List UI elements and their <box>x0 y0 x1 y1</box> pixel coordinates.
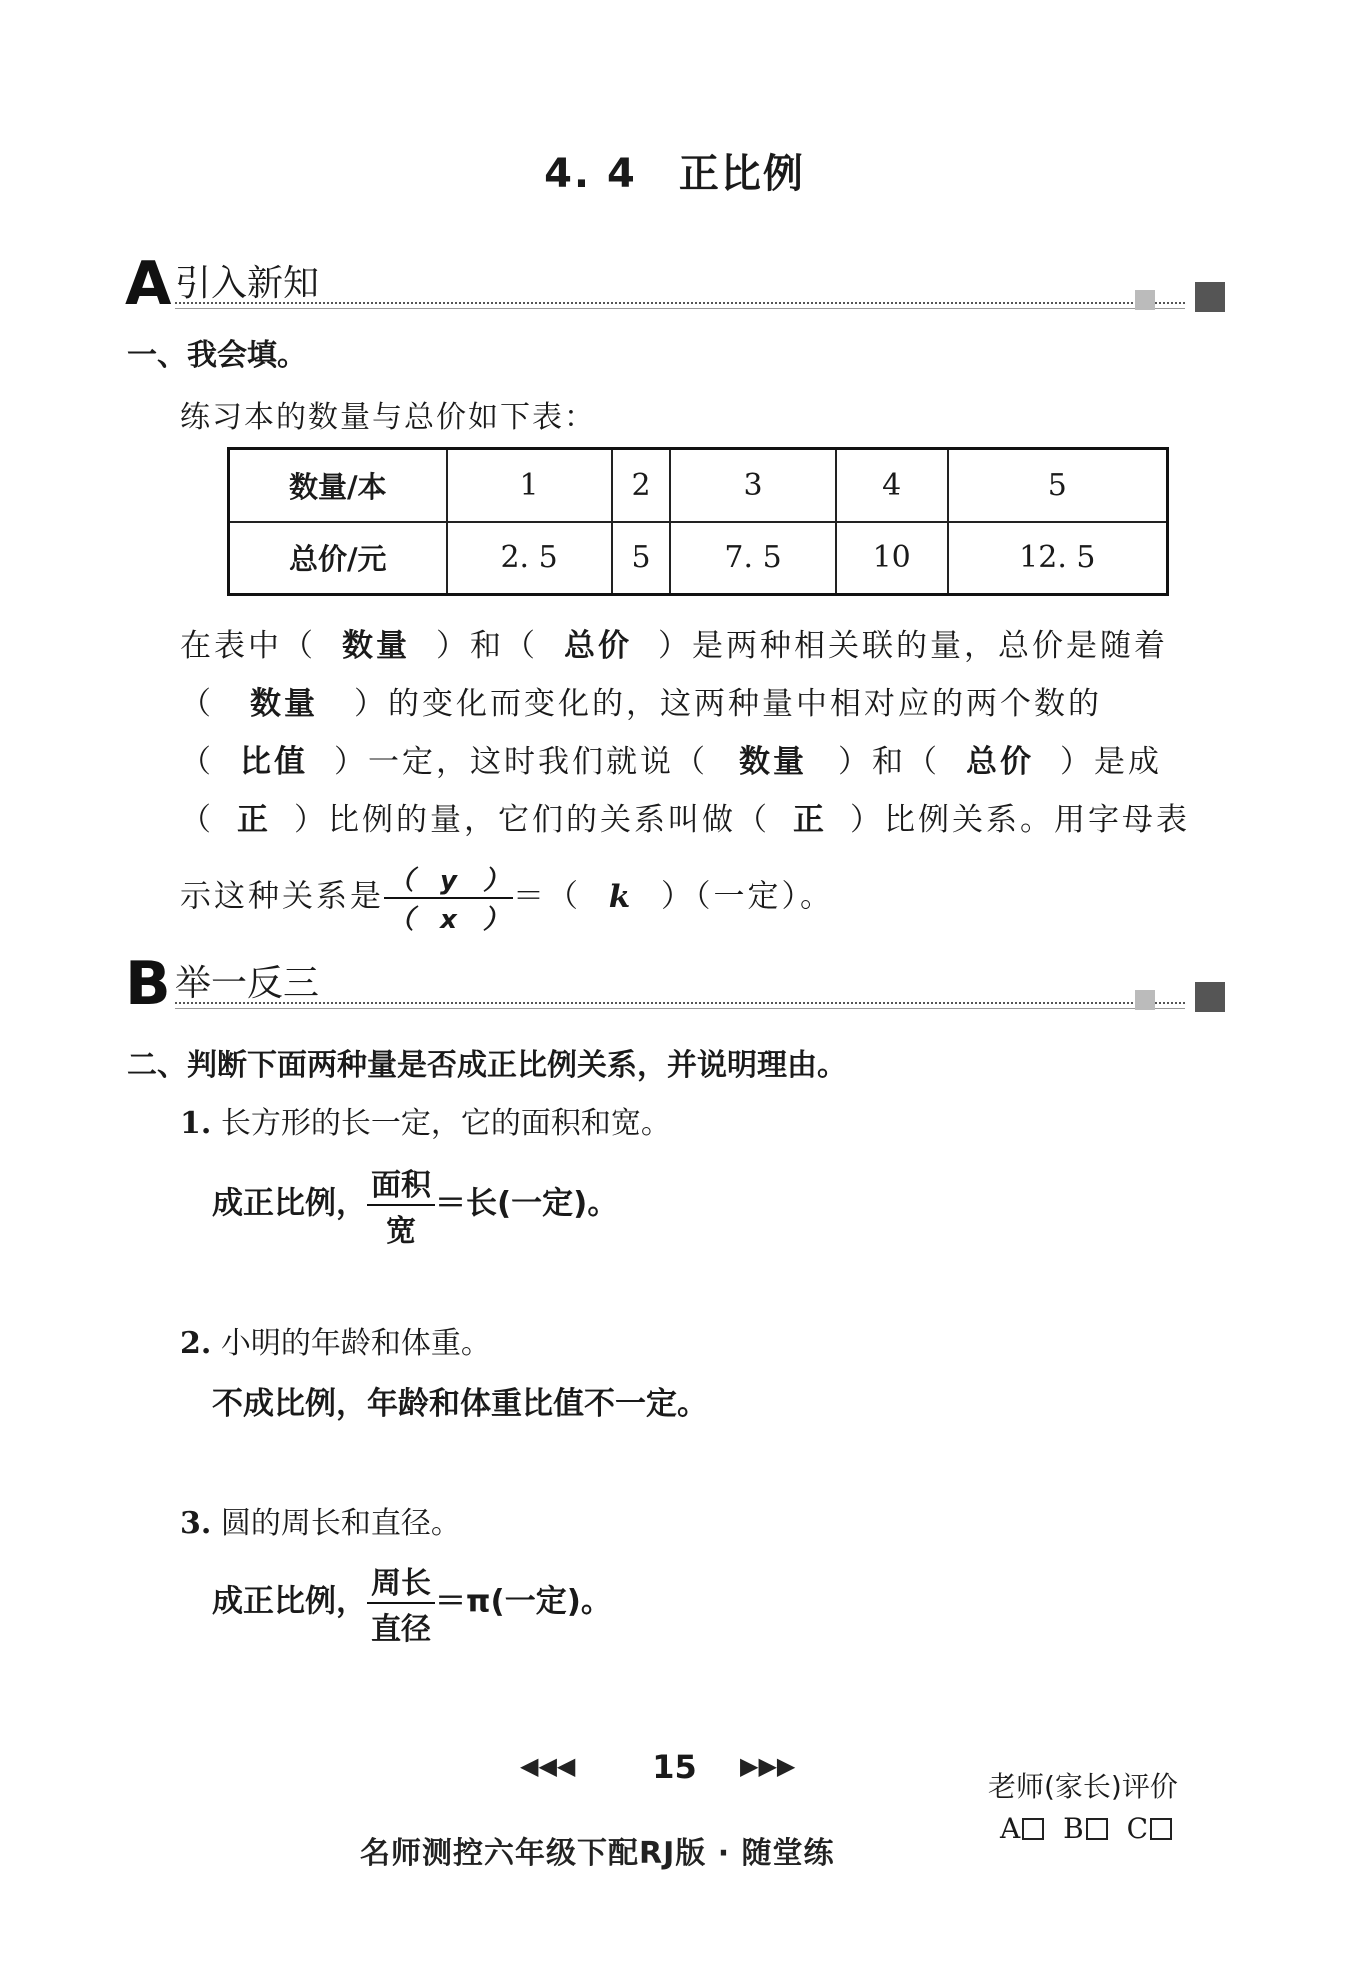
text: （ <box>180 686 214 722</box>
fraction-circumference-over-diameter <box>367 1558 435 1648</box>
q1-intro: 练习本的数量与总价如下表： <box>180 400 596 435</box>
nav-right-arrows-icon: ▶▶▶ <box>740 1752 796 1780</box>
table-cell: 1 <box>447 449 612 522</box>
eval-option-b: B <box>1063 1812 1084 1845</box>
text: ）的变化而变化的，这两种量中相对应的两个数的 <box>354 686 1102 722</box>
fraction-numerator: 面积 <box>367 1160 435 1206</box>
item-text: 圆的周长和直径。 <box>220 1506 461 1541</box>
fraction-area-over-width <box>367 1160 435 1250</box>
table-cell: 3 <box>670 449 835 522</box>
text: ）和（ <box>436 628 538 664</box>
item-number: 2. <box>180 1326 212 1361</box>
answer-blank: 数量 <box>342 628 410 664</box>
table-cell: 2 <box>612 449 671 522</box>
fraction-numerator: 周长 <box>367 1558 435 1604</box>
q2-item-1 <box>180 1098 671 1142</box>
q1-line-2 <box>180 678 1102 723</box>
q1-line-3 <box>180 736 1162 781</box>
item-number: 3. <box>180 1506 212 1541</box>
section-b-divider <box>175 1002 1185 1004</box>
q1-line-5 <box>180 860 834 936</box>
text: ）和（ <box>838 744 940 780</box>
text: ）是成 <box>1060 744 1162 780</box>
nav-left-arrows-icon: ◀◀◀ <box>520 1752 576 1780</box>
item-text: 小明的年龄和体重。 <box>220 1326 491 1361</box>
fraction-denominator: （ x ） <box>388 905 509 935</box>
q2-item-3 <box>180 1498 461 1542</box>
answer-blank: k <box>608 878 634 915</box>
text: ）（一定）。 <box>660 878 834 915</box>
fraction-denominator: 直径 <box>371 1612 431 1647</box>
checkbox-b[interactable] <box>1086 1818 1108 1840</box>
page-number: 15 <box>652 1748 697 1786</box>
text: （ <box>180 744 214 780</box>
table-cell: 5 <box>948 449 1168 522</box>
answer-blank: 正 <box>237 802 271 838</box>
table-row-label: 总价/元 <box>229 522 447 595</box>
section-a-divider-2 <box>175 308 1185 309</box>
evaluation-options <box>1000 1812 1172 1845</box>
answer-blank: 数量 <box>250 686 318 722</box>
text: ＝长(一定)。 <box>435 1185 619 1222</box>
text: 在表中（ <box>180 628 316 664</box>
table-cell: 12. 5 <box>948 522 1168 595</box>
section-b-letter: B <box>125 949 171 1019</box>
section-b-title: 举一反三 <box>175 963 320 1004</box>
section-a-decor-square-light <box>1135 290 1155 310</box>
page-title: 4. 4 正比例 <box>544 151 805 197</box>
text: （ <box>180 802 214 838</box>
q2-item-2 <box>180 1318 491 1362</box>
price-table <box>227 447 1169 596</box>
checkbox-a[interactable] <box>1022 1818 1044 1840</box>
table-cell: 4 <box>836 449 948 522</box>
answer-blank: 数量 <box>739 744 807 780</box>
section-b-decor-square-light <box>1135 990 1155 1010</box>
text: ＝π(一定)。 <box>435 1583 612 1620</box>
item-number: 1. <box>180 1106 212 1141</box>
q2-solution-2: 不成比例，年龄和体重比值不一定。 <box>212 1386 708 1422</box>
table-cell: 5 <box>612 522 671 595</box>
text: ）是两种相关联的量，总价是随着 <box>658 628 1168 664</box>
q2-solution-3 <box>212 1558 612 1648</box>
answer-blank: 总价 <box>564 628 632 664</box>
table-row-quantity <box>229 449 1168 522</box>
section-a-letter: A <box>125 249 172 319</box>
text: ）比例的量，它们的关系叫做（ <box>294 802 770 838</box>
q1-line-4 <box>180 794 1190 839</box>
section-b-divider-2 <box>175 1008 1185 1009</box>
q2-heading: 二、判断下面两种量是否成正比例关系，并说明理由。 <box>127 1048 847 1083</box>
table-cell: 2. 5 <box>447 522 612 595</box>
table-cell: 10 <box>836 522 948 595</box>
fraction-y-over-x <box>384 860 513 936</box>
section-a-title: 引入新知 <box>175 263 320 304</box>
text: ）一定，这时我们就说（ <box>334 744 708 780</box>
section-b-banner <box>125 949 1225 1022</box>
q2-solution-1 <box>212 1160 618 1250</box>
text: 成正比例， <box>212 1583 367 1620</box>
fraction-numerator: （ y ） <box>384 860 513 899</box>
q1-line-1 <box>180 620 1168 665</box>
footer-series: 名师测控六年级下配RJ版 · 随堂练 <box>360 1836 835 1871</box>
text: 成正比例， <box>212 1185 367 1222</box>
q1-heading: 一、我会填。 <box>127 338 307 373</box>
answer-blank: 比值 <box>240 744 308 780</box>
eval-option-a: A <box>1000 1812 1021 1845</box>
section-b-decor-square-dark <box>1195 982 1225 1012</box>
table-row-price <box>229 522 1168 595</box>
table-cell: 7. 5 <box>670 522 835 595</box>
fraction-denominator: 宽 <box>386 1214 416 1249</box>
section-a-divider <box>175 302 1185 304</box>
answer-blank: 正 <box>793 802 827 838</box>
text: ）比例关系。用字母表 <box>850 802 1190 838</box>
evaluation-label: 老师(家长)评价 <box>988 1770 1178 1803</box>
text: 示这种关系是 <box>180 878 384 915</box>
checkbox-c[interactable] <box>1150 1818 1172 1840</box>
text: ＝（ <box>512 878 581 915</box>
table-row-label: 数量/本 <box>229 449 447 522</box>
eval-option-c: C <box>1126 1812 1149 1845</box>
item-text: 长方形的长一定，它的面积和宽。 <box>220 1106 671 1141</box>
section-a-banner <box>125 249 1225 322</box>
section-a-decor-square-dark <box>1195 282 1225 312</box>
answer-blank: 总价 <box>966 744 1034 780</box>
